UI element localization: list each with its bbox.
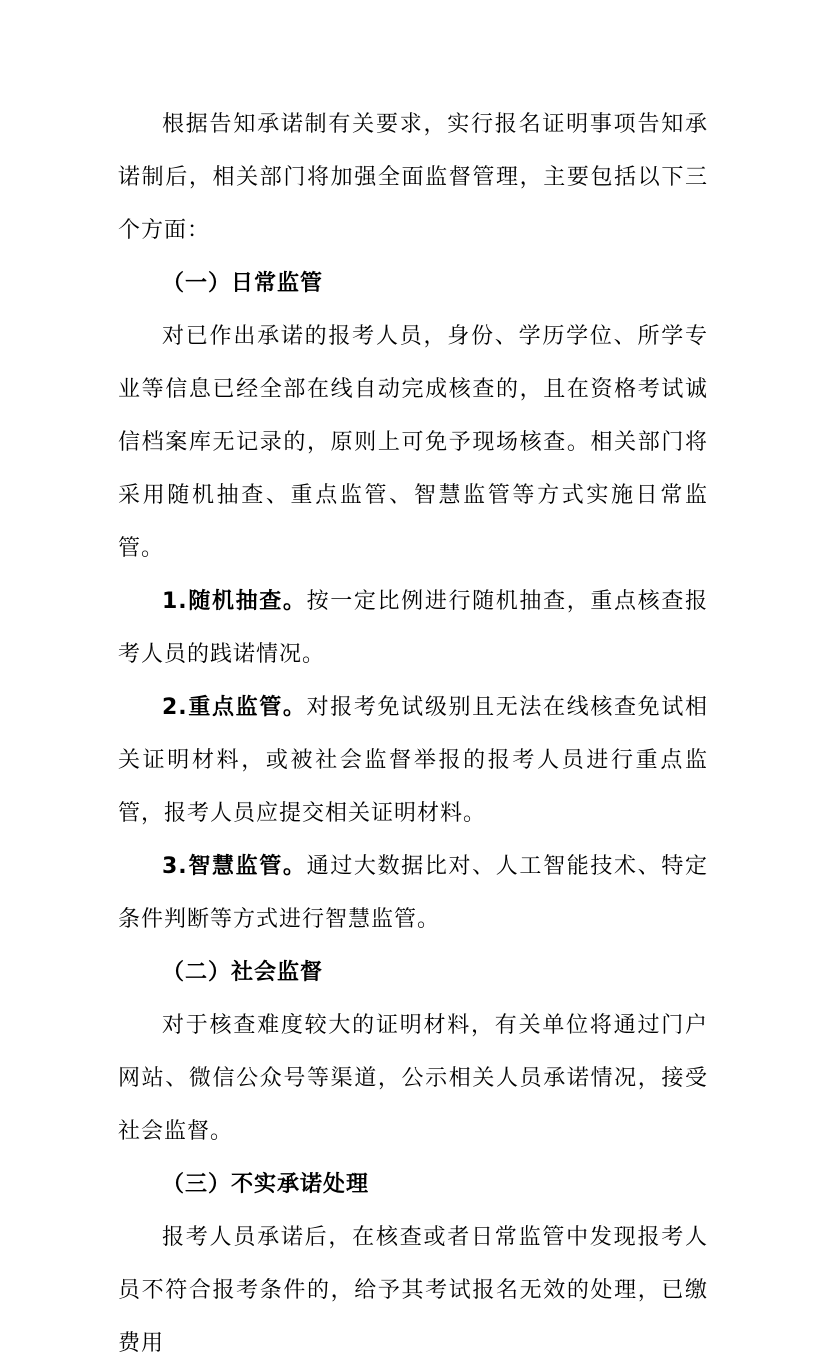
document-body bbox=[118, 98, 708, 1370]
section-heading-daily-supervision: （一）日常监管 bbox=[162, 271, 324, 296]
item-random-check bbox=[118, 575, 708, 681]
item-random-check-text: 按一定比例进行随机抽查，重点核查报考人员的践诺情况。 bbox=[118, 589, 708, 667]
section-heading-false-commitment: （三）不实承诺处理 bbox=[162, 1172, 370, 1197]
item-key-supervision-lead: 2.重点监管。 bbox=[162, 695, 307, 720]
section-heading-social-supervision: （二）社会监督 bbox=[162, 960, 324, 985]
intro-paragraph: 根据告知承诺制有关要求，实行报名证明事项告知承诺制后，相关部门将加强全面监督管理，主要包括以下三个方面： bbox=[118, 112, 708, 243]
false-commitment-paragraph: 报考人员承诺后，在核查或者日常监管中发现报考人员不符合报考条件的，给予其考试报名无效的处理，已缴费用 bbox=[118, 1225, 708, 1356]
social-supervision-paragraph: 对于核查难度较大的证明材料，有关单位将通过门户网站、微信公众号等渠道，公示相关人员承诺情况，接受社会监督。 bbox=[118, 1013, 708, 1144]
item-smart-supervision bbox=[118, 840, 708, 946]
daily-supervision-paragraph: 对已作出承诺的报考人员，身份、学历学位、所学专业等信息已经全部在线自动完成核查的，且在资格考试诚信档案库无记录的，原则上可免予现场核查。相关部门将采用随机抽查、重点监管、智慧监管等方式实施日常监管。 bbox=[118, 324, 708, 561]
item-smart-supervision-text: 通过大数据比对、人工智能技术、特定条件判断等方式进行智慧监管。 bbox=[118, 854, 708, 932]
item-key-supervision bbox=[118, 681, 708, 840]
item-key-supervision-text: 对报考免试级别且无法在线核查免试相关证明材料，或被社会监督举报的报考人员进行重点监管，报考人员应提交相关证明材料。 bbox=[118, 695, 708, 826]
item-random-check-lead: 1.随机抽查。 bbox=[162, 589, 307, 614]
item-smart-supervision-lead: 3.智慧监管。 bbox=[162, 854, 307, 879]
